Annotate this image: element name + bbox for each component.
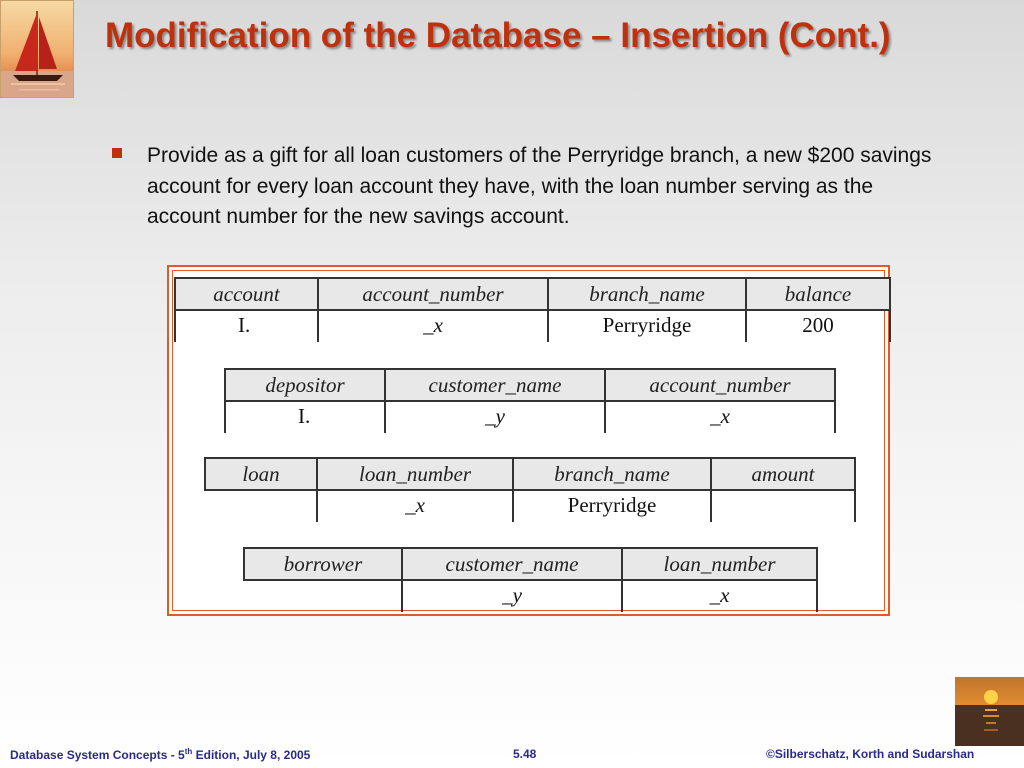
table-cell: _x [317, 490, 513, 522]
sunset-logo-icon [955, 677, 1024, 746]
slide-title: Modification of the Database – Insertion (Cont.) [105, 16, 891, 55]
table-cell [205, 490, 317, 522]
footer-book-text: Database System Concepts - 5 [10, 748, 185, 762]
sailboat-logo-icon [0, 0, 74, 98]
bullet-text: Provide as a gift for all loan customers of the Perryridge branch, a new $200 savings account for every loan account they have, with the loan number serving as the account number for the new savings account. [147, 144, 932, 228]
table-cell: _y [385, 401, 605, 433]
table-header: loan_number [622, 548, 817, 580]
table-header: branch_name [548, 278, 746, 310]
borrower-skeleton-table [243, 547, 818, 612]
footer-copyright: ©Silberschatz, Korth and Sudarshan [766, 747, 975, 761]
qbe-figure-frame [172, 270, 885, 611]
square-bullet-icon [112, 148, 122, 158]
depositor-skeleton-table [224, 368, 836, 433]
table-cell: Perryridge [513, 490, 711, 522]
table-header: borrower [244, 548, 402, 580]
table-cell: _x [622, 580, 817, 612]
table-cell: 200 [746, 310, 890, 342]
footer-book-sup: th [184, 747, 193, 756]
table-cell: Perryridge [548, 310, 746, 342]
account-skeleton-table [174, 277, 891, 342]
table-header: branch_name [513, 458, 711, 490]
table-header: customer_name [385, 369, 605, 401]
footer-book [10, 747, 310, 762]
table-header: balance [746, 278, 890, 310]
footer-page-number: 5.48 [513, 747, 537, 761]
table-cell [244, 580, 402, 612]
table-cell: _x [318, 310, 548, 342]
table-header: account [175, 278, 318, 310]
table-cell: _x [605, 401, 835, 433]
footer-book-rest: Edition, July 8, 2005 [192, 748, 311, 762]
table-cell: I. [175, 310, 318, 342]
table-header: account_number [605, 369, 835, 401]
table-cell: I. [225, 401, 385, 433]
table-header: loan_number [317, 458, 513, 490]
table-cell: _y [402, 580, 622, 612]
bullet-item [112, 141, 942, 233]
qbe-figure [167, 265, 890, 616]
table-cell [711, 490, 855, 522]
table-header: account_number [318, 278, 548, 310]
table-header: customer_name [402, 548, 622, 580]
loan-skeleton-table [204, 457, 856, 522]
table-header: amount [711, 458, 855, 490]
table-header: depositor [225, 369, 385, 401]
table-header: loan [205, 458, 317, 490]
